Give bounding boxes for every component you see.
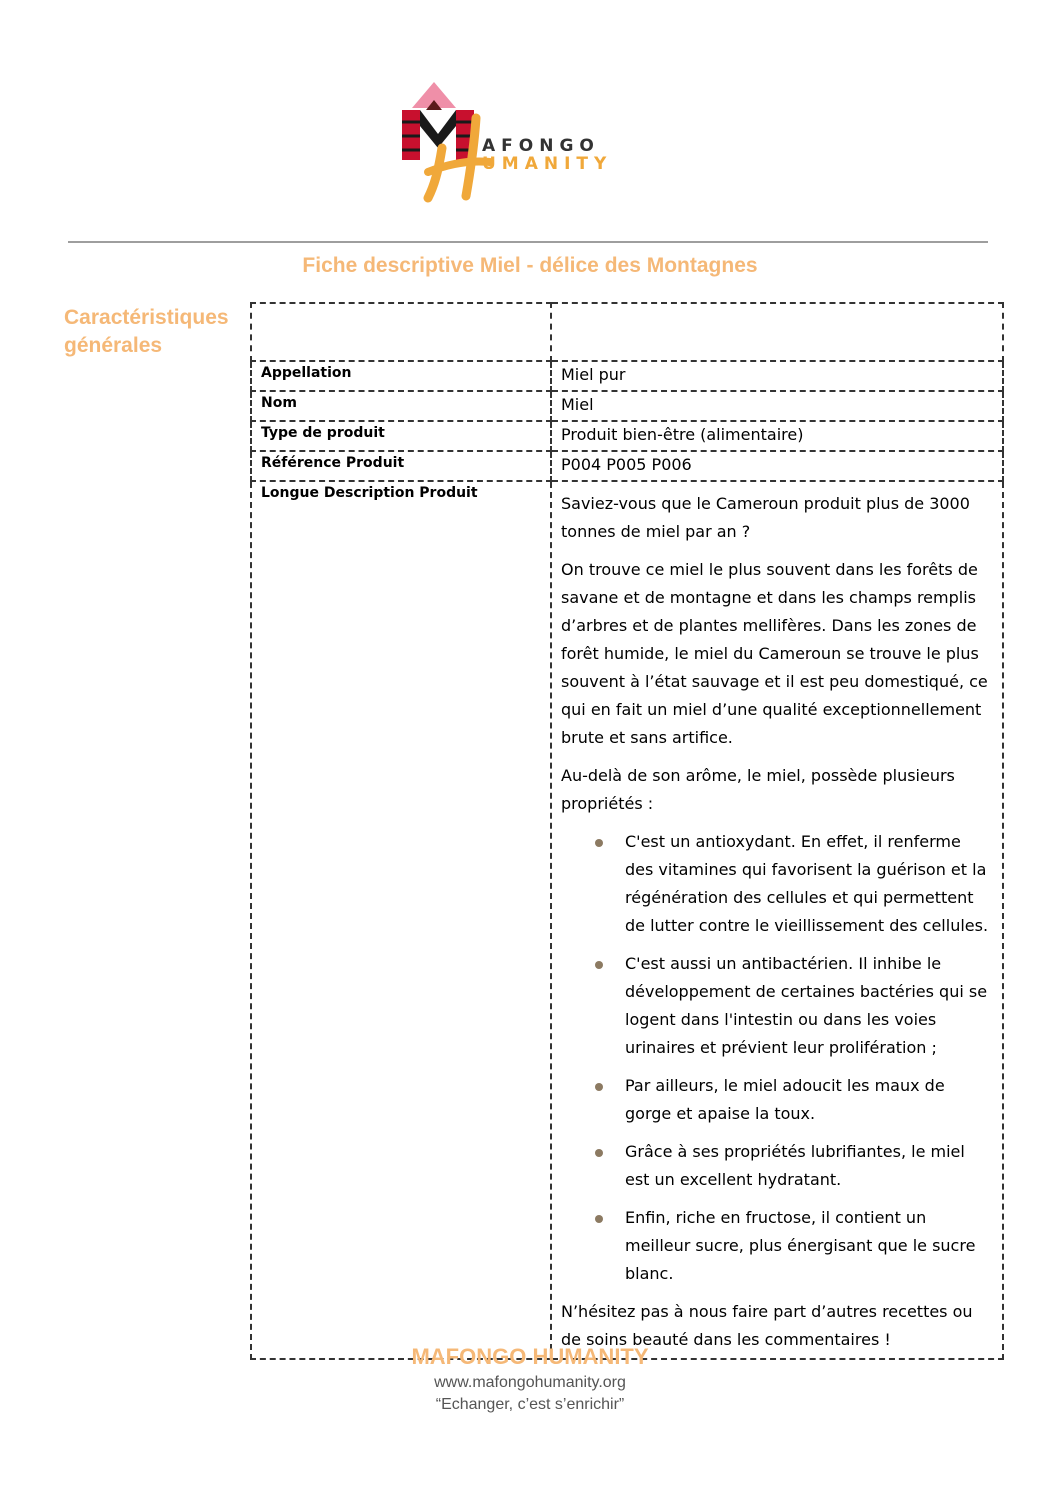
table-row [251, 391, 1003, 421]
description-cell [551, 481, 1003, 1359]
table-row [251, 361, 1003, 391]
logo-text-bottom: UMANITY [482, 154, 613, 174]
description-paragraph: On trouve ce miel le plus souvent dans les forêts de savane et de montagne et dans les champs remplis d’arbres et de plantes mellifères. Dans les zones de forêt humide, le miel du Cameroun se trouve le plus souvent à l’état sauvage et il est peu domestiqué, ce qui en fait un miel d’une qualité exceptionnellement brute et sans artifice. [561, 560, 988, 747]
long-description [552, 482, 1002, 1354]
bullet-icon [595, 839, 603, 847]
list-item [625, 1138, 994, 1194]
row-label: Longue Description Produit [251, 481, 551, 1359]
bullet-icon [595, 1083, 603, 1091]
row-label: Référence Produit [251, 451, 551, 481]
list-item-text: Enfin, riche en fructose, il contient un meilleur sucre, plus énergisant que le sucre blanc. [625, 1208, 976, 1283]
list-item-text: C'est aussi un antibactérien. Il inhibe le développement de certaines bactéries qui se logent dans l'intestin ou dans les voies urinaires et prévient leur prolifération ; [625, 954, 988, 1057]
list-item-text: C'est un antioxydant. En effet, il renferme des vitamines qui favorisent la guérison et la régénération des cellules et qui permettent de lutter contre le vieillissement des cellules. [625, 832, 989, 935]
table-row [251, 481, 1003, 1359]
empty-cell [551, 303, 1003, 361]
bullet-icon [595, 1149, 603, 1157]
description-paragraph: Au-delà de son arôme, le miel, possède plusieurs propriétés : [561, 766, 955, 813]
footer-brand: MAFONGO HUMANITY [411, 1344, 649, 1369]
product-sheet-table [250, 302, 1004, 1360]
bullet-icon [595, 961, 603, 969]
row-value: Produit bien-être (alimentaire) [551, 421, 1003, 451]
description-paragraph: Saviez-vous que le Cameroun produit plus de 3000 tonnes de miel par an ? [561, 494, 970, 541]
list-item [625, 950, 994, 1062]
list-item [625, 828, 994, 940]
table-row [251, 303, 1003, 361]
section-heading: Caractéristiques générales [64, 306, 229, 357]
logo-text-top: AFONGO [482, 136, 600, 156]
row-label: Nom [251, 391, 551, 421]
table-row [251, 421, 1003, 451]
empty-cell [251, 303, 551, 361]
list-item [625, 1204, 994, 1288]
header-divider [68, 241, 988, 243]
bullet-icon [595, 1215, 603, 1223]
row-label: Type de produit [251, 421, 551, 451]
footer-tagline: “Echanger, c’est s’enrichir” [435, 1396, 625, 1413]
list-item [625, 1072, 994, 1128]
list-item-text: Par ailleurs, le miel adoucit les maux de gorge et apaise la toux. [625, 1076, 945, 1123]
footer-url: www.mafongohumanity.org [434, 1374, 626, 1391]
row-value: Miel [551, 391, 1003, 421]
brand-logo [398, 78, 650, 204]
properties-list [561, 828, 994, 1288]
table-row [251, 451, 1003, 481]
description-paragraph: N’hésitez pas à nous faire part d’autres recettes ou de soins beauté dans les commentaires ! [561, 1302, 973, 1349]
row-value: Miel pur [551, 361, 1003, 391]
row-label: Appellation [251, 361, 551, 391]
document-title: Fiche descriptive Miel - délice des Montagnes [302, 254, 758, 277]
list-item-text: Grâce à ses propriétés lubrifiantes, le miel est un excellent hydratant. [625, 1142, 965, 1189]
row-value: P004 P005 P006 [551, 451, 1003, 481]
